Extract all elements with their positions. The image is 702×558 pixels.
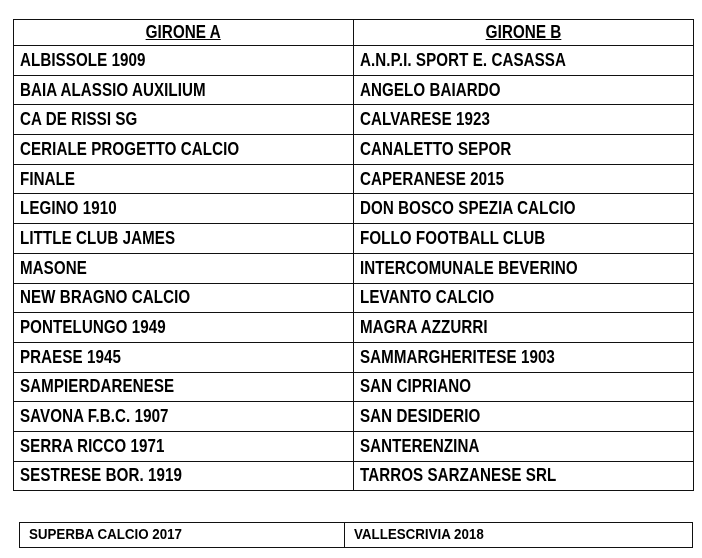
group-b-team: SAMMARGHERITESE 1903 [354, 342, 694, 372]
table-row [14, 431, 694, 461]
group-b-team: VALLESCRIVIA 2018 [345, 523, 693, 548]
group-a-team: PRAESE 1945 [14, 342, 354, 372]
group-a-team: PONTELUNGO 1949 [14, 313, 354, 343]
groups-table [13, 19, 694, 491]
table-row [14, 313, 694, 343]
group-a-team: SESTRESE BOR. 1919 [14, 461, 354, 491]
table-row [14, 105, 694, 135]
group-b-team: SANTERENZINA [354, 431, 694, 461]
group-a-team: CA DE RISSI SG [14, 105, 354, 135]
group-a-team: LEGINO 1910 [14, 194, 354, 224]
group-a-team: SAMPIERDARENESE [14, 372, 354, 402]
group-a-team: BAIA ALASSIO AUXILIUM [14, 75, 354, 105]
group-b-team: CALVARESE 1923 [354, 105, 694, 135]
group-b-team: DON BOSCO SPEZIA CALCIO [354, 194, 694, 224]
table-row [14, 372, 694, 402]
group-a-team: SERRA RICCO 1971 [14, 431, 354, 461]
group-b-team: LEVANTO CALCIO [354, 283, 694, 313]
group-b-team: TARROS SARZANESE SRL [354, 461, 694, 491]
group-a-team: ALBISSOLE 1909 [14, 46, 354, 76]
table-row [14, 283, 694, 313]
group-a-team: FINALE [14, 164, 354, 194]
group-b-team: CANALETTO SEPOR [354, 135, 694, 165]
group-a-team: SAVONA F.B.C. 1907 [14, 402, 354, 432]
group-b-header: GIRONE B [354, 20, 694, 46]
group-a-team: LITTLE CLUB JAMES [14, 224, 354, 254]
table-row [14, 194, 694, 224]
table-row [14, 402, 694, 432]
table-row [20, 523, 693, 548]
group-b-team: MAGRA AZZURRI [354, 313, 694, 343]
group-b-team: INTERCOMUNALE BEVERINO [354, 253, 694, 283]
table-row [14, 46, 694, 76]
table-row [14, 164, 694, 194]
group-b-team: SAN DESIDERIO [354, 402, 694, 432]
group-b-team: ANGELO BAIARDO [354, 75, 694, 105]
header-row [14, 20, 694, 46]
group-b-team: A.N.P.I. SPORT E. CASASSA [354, 46, 694, 76]
group-a-team: CERIALE PROGETTO CALCIO [14, 135, 354, 165]
table-row [14, 224, 694, 254]
group-b-team: FOLLO FOOTBALL CLUB [354, 224, 694, 254]
last-row-table [19, 522, 693, 548]
group-b-team: CAPERANESE 2015 [354, 164, 694, 194]
table-row [14, 342, 694, 372]
group-a-team: MASONE [14, 253, 354, 283]
table-row [14, 135, 694, 165]
table-row [14, 75, 694, 105]
group-a-header: GIRONE A [14, 20, 354, 46]
group-a-team: NEW BRAGNO CALCIO [14, 283, 354, 313]
group-b-team: SAN CIPRIANO [354, 372, 694, 402]
table-row [14, 253, 694, 283]
table-row [14, 461, 694, 491]
group-a-team: SUPERBA CALCIO 2017 [20, 523, 345, 548]
